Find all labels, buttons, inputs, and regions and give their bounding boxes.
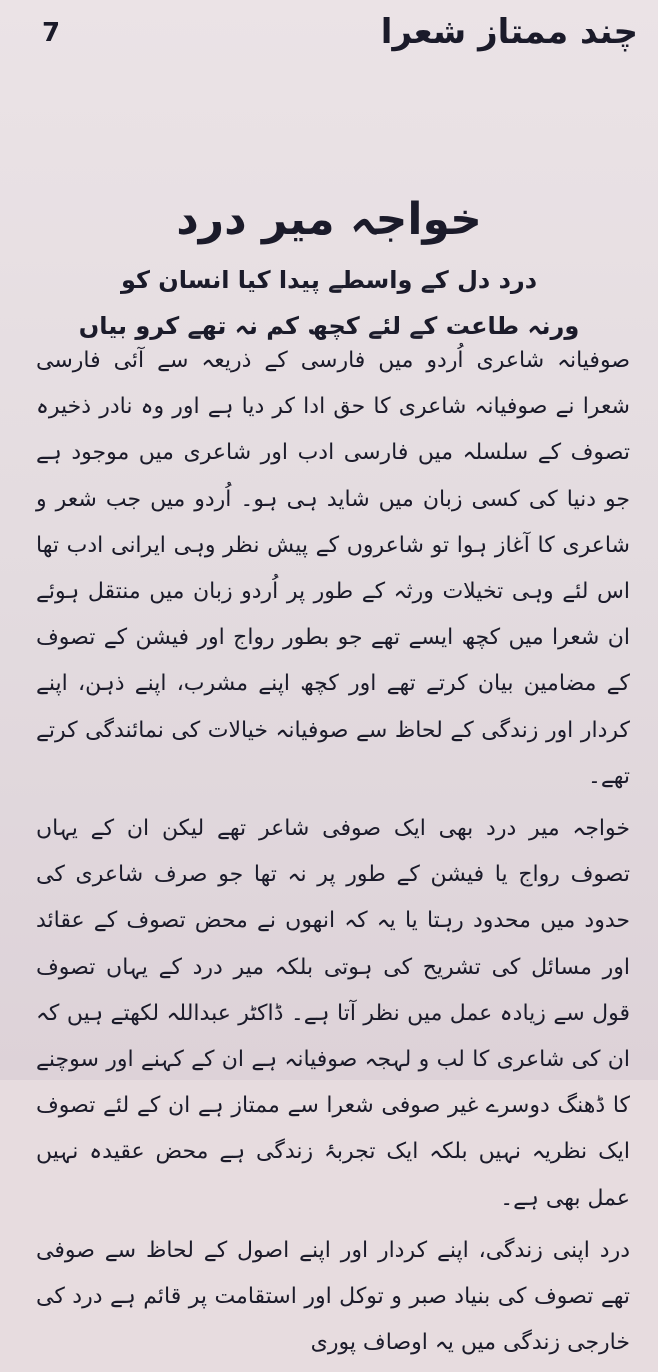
running-title: چند ممتاز شعرا [380, 12, 638, 52]
couplet-line-1: درد دل کے واسطے پیدا کیا انسان کو [120, 266, 538, 294]
couplet-line-2: ورنہ طاعت کے لئے کچھ کم نہ تھے کرو بیاں [78, 312, 580, 340]
paragraph-3: درد اپنی زندگی، اپنے کردار اور اپنے اصول کے لحاظ سے صوفی تھے تصوف کی بنیاد صبر و توکل اور استقامت پر قائم ہے درد کی خارجی زندگی میں یہ اوصاف پوری [36, 1237, 630, 1356]
page-header [20, 12, 638, 52]
paragraph-2: خواجہ میر درد بھی ایک صوفی شاعر تھے لیکن ان کے یہاں تصوف رواج یا فیشن کے طور پر نہ تھا جو صرف شاعری کی حدود میں محدود رہتا یا یہ کہ انھوں نے محض تصوف کے عقائد اور مسائل کی تشریح کی ہوتی بلکہ میر درد کے یہاں تصوف قول سے زیادہ عمل میں نظر آتا ہے۔ ڈاکٹر عبداللہ لکھتے ہیں کہ ان کی شاعری کا لب و لہجہ صوفیانہ ہے ان کے کہنے اور سوچنے کا ڈھنگ دوسرے غیر صوفی شعرا سے ممتاز ہے ان کے لئے تصوف ایک نظریہ نہیں بلکہ ایک تجربۂ زندگی ہے محض عقیدہ نہیں عمل بھی ہے۔ [36, 816, 630, 1211]
chapter-title: خواجہ میر درد [176, 194, 482, 245]
page-number: 7 [42, 18, 61, 48]
paragraph-1: صوفیانہ شاعری اُردو میں فارسی کے ذریعہ سے آئی فارسی شعرا نے صوفیانہ شاعری کا حق ادا کر دیا ہے اور وہ نادر ذخیرہ تصوف کے سلسلہ میں فارسی ادب اور شاعری میں موجود ہے جو دنیا کی کسی زبان میں شاید ہی ہو۔ اُردو میں جب شعر و شاعری کا آغاز ہوا تو شاعروں کے پیش نظر وہی ایرانی ادب تھا اس لئے وہی تخیلات ورثہ کے طور پر اُردو زبان میں منتقل ہوئے ان شعرا میں کچھ ایسے تھے جو بطور رواج اور فیشن کے تصوف کے مضامین بیان کرتے تھے اور کچھ اپنے مشرب، اپنے ذہن، اپنے کردار اور زندگی کے لحاظ سے صوفیانہ خیالات کی نمائندگی کرتے تھے۔ [36, 348, 630, 789]
body-text [36, 338, 630, 1372]
